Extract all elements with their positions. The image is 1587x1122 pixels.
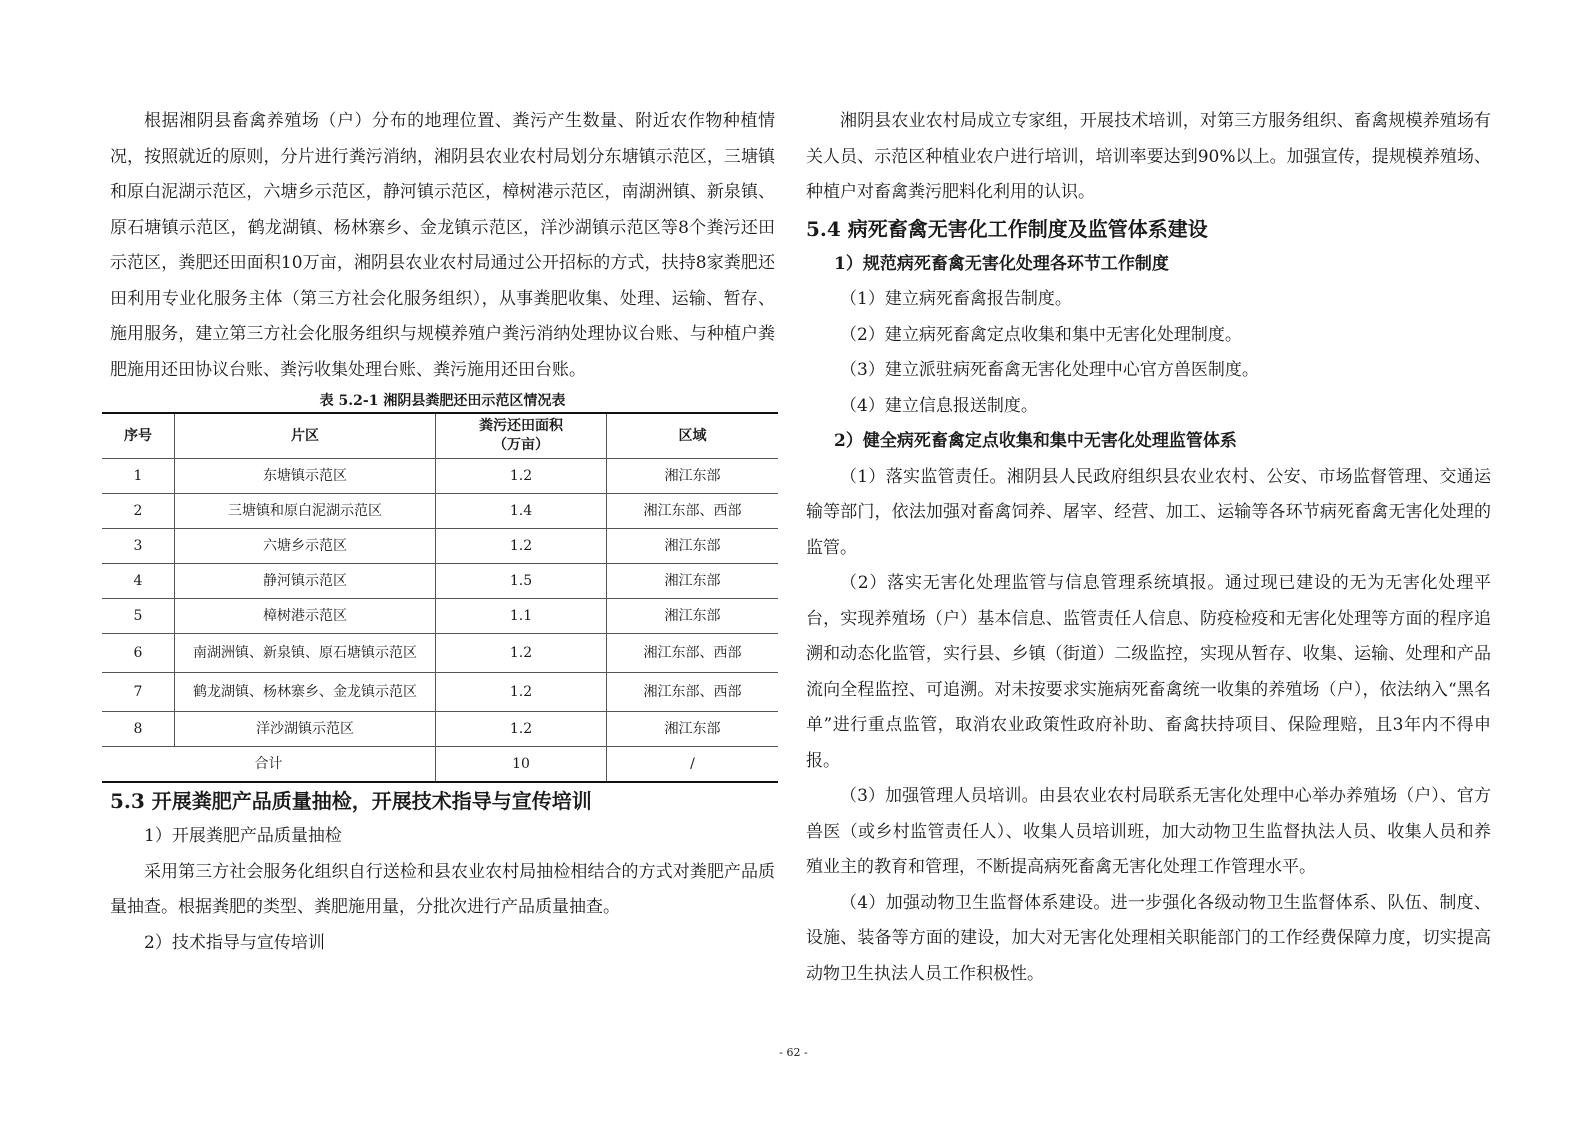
- cell-size: 1.5: [436, 564, 607, 599]
- cell-area: 六塘乡示范区: [175, 529, 436, 564]
- cell-area: 南湖洲镇、新泉镇、原石塘镇示范区: [175, 634, 436, 673]
- cell-area: 三塘镇和原白泥湖示范区: [175, 494, 436, 529]
- cell-size: 1.4: [436, 494, 607, 529]
- cell-area: 洋沙湖镇示范区: [175, 712, 436, 747]
- cell-size: 1.2: [436, 712, 607, 747]
- cell-size: 1.2: [436, 459, 607, 494]
- list-item: （3）建立派驻病死畜禽无害化处理中心官方兽医制度。: [840, 360, 1259, 380]
- header-size-label: 粪污还田面积: [479, 418, 563, 434]
- cell-region: 湘江东部、西部: [607, 673, 779, 712]
- header-area: 片区: [175, 413, 436, 459]
- cell-no: 7: [102, 673, 175, 712]
- table-row: [102, 599, 778, 634]
- table-row: [102, 564, 778, 599]
- table-total-row: [102, 747, 778, 783]
- cell-area: 东塘镇示范区: [175, 459, 436, 494]
- demo-area-table: [102, 412, 778, 783]
- training-paragraph: 湘阴县农业农村局成立专家组，开展技术培训，对第三方服务组织、畜禽规模养殖场有关人员、示范区种植业农户进行培训，培训率要达到90%以上。加强宣传，提规模养殖场、种植户对畜禽粪污肥料化利用的认识。: [806, 111, 1491, 202]
- cell-no: 1: [102, 459, 175, 494]
- section-5-4-paragraph-1: （1）落实监管责任。湘阴县人民政府组织县农业农村、公安、市场监督管理、交通运输等部门，依法加强对畜禽饲养、屠宰、经营、加工、运输等各环节病死畜禽无害化处理的监管。: [806, 466, 1491, 558]
- list-item: （2）建立病死畜禽定点收集和集中无害化处理制度。: [840, 324, 1242, 345]
- header-size: [436, 413, 607, 459]
- section-5-4-heading: 5.4 病死畜禽无害化工作制度及监管体系建设: [806, 216, 1208, 241]
- section-5-3-paragraph: 采用第三方社会服务化组织自行送检和县农业农村局抽检相结合的方式对粪肥产品质量抽查。根据粪肥的类型、粪肥施用量，分批次进行产品质量抽查。: [110, 861, 775, 917]
- header-no: 序号: [102, 413, 175, 459]
- section-5-3-subheading-1: 1）开展粪肥产品质量抽检: [144, 826, 342, 846]
- cell-no: 4: [102, 564, 175, 599]
- cell-region: 湘江东部: [607, 529, 779, 564]
- section-5-4-paragraph-4: （4）加强动物卫生监督体系建设。进一步强化各级动物卫生监督体系、队伍、制度、设施、装备等方面的建设，加大对无害化处理相关职能部门的工作经费保障力度，切实提高动物卫生执法人员工作积极性。: [806, 892, 1491, 984]
- left-column: [110, 104, 775, 961]
- cell-region: 湘江东部: [607, 564, 779, 599]
- section-5-4-paragraph-3: （3）加强管理人员培训。由县农业农村局联系无害化处理中心举办养殖场（户）、官方兽医（或乡村监管责任人）、收集人员培训班，加大动物卫生监督执法人员、收集人员和养殖业主的教育和管理，不断提高病死畜禽无害化处理工作管理水平。: [806, 786, 1491, 877]
- cell-no: 6: [102, 634, 175, 673]
- page-number: - 62 -: [779, 1046, 808, 1059]
- cell-size: 1.2: [436, 634, 607, 673]
- right-column: [806, 104, 1491, 992]
- table-row: [102, 494, 778, 529]
- table-row: [102, 712, 778, 747]
- table-row: [102, 634, 778, 673]
- cell-area: 樟树港示范区: [175, 599, 436, 634]
- cell-total-region: /: [607, 747, 779, 783]
- table-row: [102, 529, 778, 564]
- list-item: （4）建立信息报送制度。: [840, 395, 1038, 416]
- cell-area: 静河镇示范区: [175, 564, 436, 599]
- table-row: [102, 673, 778, 712]
- table-caption: 表 5.2-1 湘阴县粪肥还田示范区情况表: [319, 393, 566, 409]
- intro-paragraph: 根据湘阴县畜禽养殖场（户）分布的地理位置、粪污产生数量、附近农作物种植情况，按照就近的原则，分片进行粪污消纳，湘阴县农业农村局划分东塘镇示范区，三塘镇和原白泥湖示范区，六塘乡示范区，静河镇示范区，樟树港示范区，南湖洲镇、新泉镇、原石塘镇示范区，鹤龙湖镇、杨林寨乡、金龙镇示范区，洋沙湖镇示范区等8个粪污还田示范区，粪肥还田面积10万亩，湘阴县农业农村局通过公开招标的方式，扶持8家粪肥还田利用专业化服务主体（第三方社会化服务组织），从事粪肥收集、处理、运输、暂存、施用服务，建立第三方社会化服务组织与规模养殖户粪污消纳处理协议台账、与种植户粪肥施用还田协议台账、粪污收集处理台账、粪污施用还田台账。: [110, 111, 775, 380]
- cell-total-size: 10: [436, 747, 607, 783]
- cell-size: 1.1: [436, 599, 607, 634]
- section-5-4-paragraph-2: （2）落实无害化处理监管与信息管理系统填报。通过现已建设的无为无害化处理平台，实现养殖场（户）基本信息、监管责任人信息、防疫检疫和无害化处理等方面的程序追溯和动态化监管，实行县、乡镇（街道）二级监控，实现从暂存、收集、运输、处理和产品流向全程监控、可追溯。对未按要求实施病死畜禽统一收集的养殖场（户），依法纳入“黑名单”进行重点监管，取消农业政策性政府补助、畜禽扶持项目、保险理赔，且3年内不得申报。: [806, 573, 1491, 771]
- cell-size: 1.2: [436, 529, 607, 564]
- cell-no: 5: [102, 599, 175, 634]
- cell-region: 湘江东部: [607, 712, 779, 747]
- section-5-3-heading: 5.3 开展粪肥产品质量抽检，开展技术指导与宣传培训: [110, 789, 592, 813]
- cell-total-label: 合计: [102, 747, 436, 783]
- cell-region: 湘江东部、西部: [607, 634, 779, 673]
- cell-no: 8: [102, 712, 175, 747]
- section-5-4-subheading-1: 1）规范病死畜禽无害化处理各环节工作制度: [834, 253, 1169, 274]
- section-5-4-subheading-2: 2）健全病死畜禽定点收集和集中无害化处理监管体系: [834, 431, 1237, 451]
- cell-region: 湘江东部、西部: [607, 494, 779, 529]
- cell-region: 湘江东部: [607, 459, 779, 494]
- table-row: [102, 459, 778, 494]
- cell-region: 湘江东部: [607, 599, 779, 634]
- list-item: （1）建立病死畜禽报告制度。: [840, 289, 1072, 309]
- header-size-unit: （万亩）: [493, 437, 549, 453]
- cell-size: 1.2: [436, 673, 607, 712]
- cell-no: 2: [102, 494, 175, 529]
- cell-no: 3: [102, 529, 175, 564]
- header-region: 区域: [607, 413, 779, 459]
- section-5-3-subheading-2: 2）技术指导与宣传培训: [144, 932, 325, 953]
- table-header-row: [102, 413, 778, 459]
- cell-area: 鹤龙湖镇、杨林寨乡、金龙镇示范区: [175, 673, 436, 712]
